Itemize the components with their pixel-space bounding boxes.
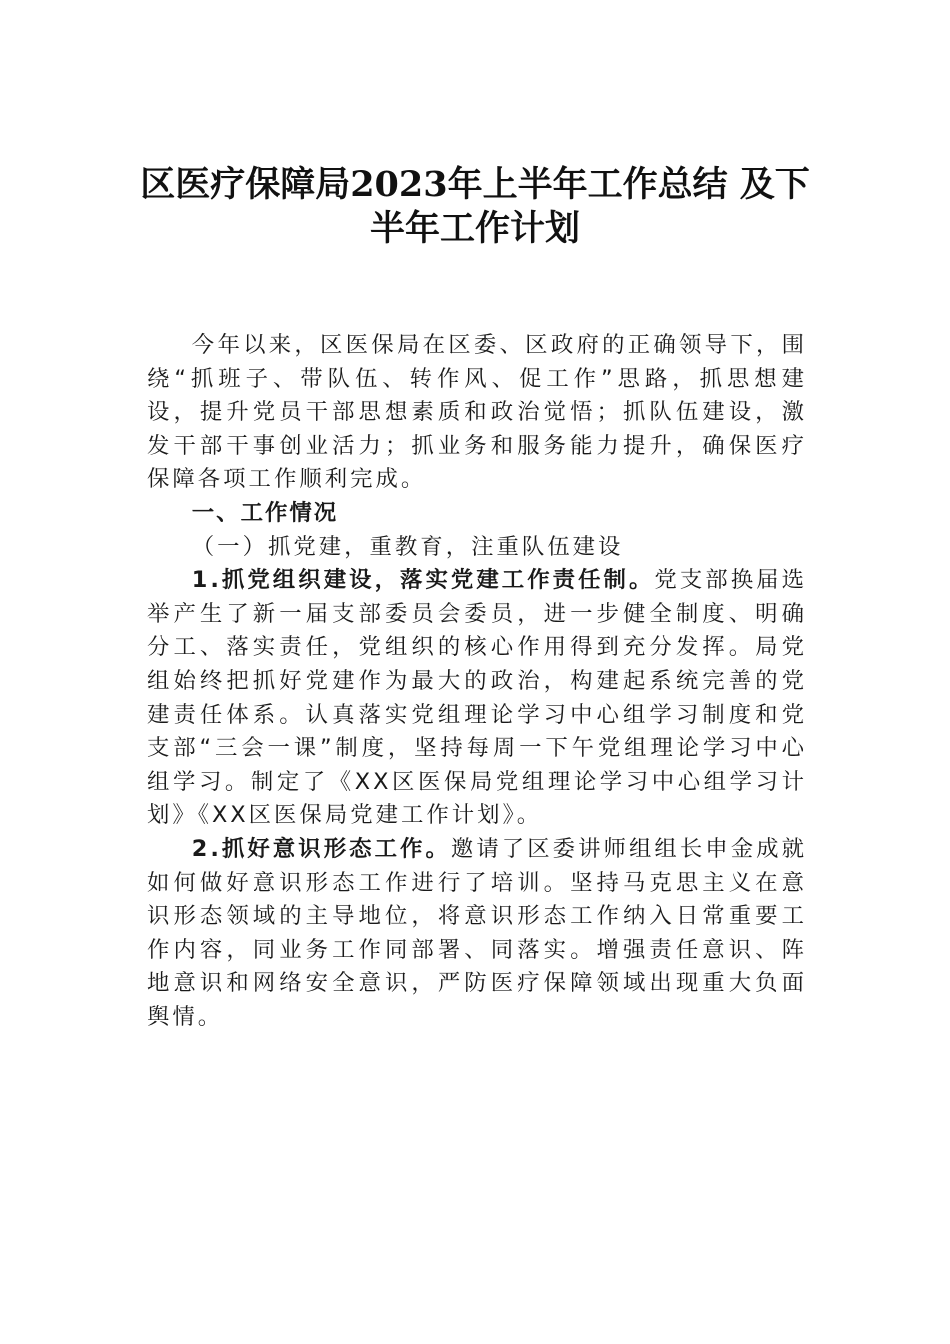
item-2-text: 邀请了区委讲师组组长申金成就如何做好意识形态工作进行了培训。坚持马克思主义在意识形态领域的主导地位，将意识形态工作纳入日常重要工作内容，同业务工作同部署、同落实。增强责任意识、阵地意识和网络安全意识，严防医疗保障领域出现重大负面舆情。 (147, 835, 807, 1030)
section-heading-1: 一、工作情况 (191, 499, 339, 526)
item-2-lead: 2.抓好意识形态工作。 (191, 835, 451, 862)
intro-paragraph: 今年以来，区医保局在区委、区政府的正确领导下，围绕“抓班子、带队伍、转作风、促工作”思路，抓思想建设，提升党员干部思想素质和政治觉悟；抓队伍建设，激发干部干事创业活力；抓业务和服务能力提升，确保医疗保障各项工作顺利完成。 (147, 332, 807, 493)
document-title-line-1: 区医疗保障局2023年上半年工作总结 及下 (140, 164, 810, 205)
document-title-line-2: 半年工作计划 (369, 208, 580, 249)
subsection-heading-1: （一）抓党建，重教育，注重队伍建设 (191, 533, 624, 560)
item-1-lead: 1.抓党组织建设，落实党建工作责任制。 (191, 567, 655, 594)
item-1-paragraph (147, 564, 807, 833)
item-2-paragraph (147, 833, 807, 1035)
document-body (147, 329, 807, 1034)
item-1-text: 党支部换届选举产生了新一届支部委员会委员，进一步健全制度、明确分工、落实责任，党组织的核心作用得到充分发挥。局党组始终把抓好党建作为最大的政治，构建起系统完善的党建责任体系。认真落实党组理论学习中心组学习制度和党支部“三会一课”制度，坚持每周一下午党组理论学习中心组学习。制定了《XX区医保局党组理论学习中心组学习计划》《XX区医保局党建工作计划》。 (147, 567, 807, 829)
